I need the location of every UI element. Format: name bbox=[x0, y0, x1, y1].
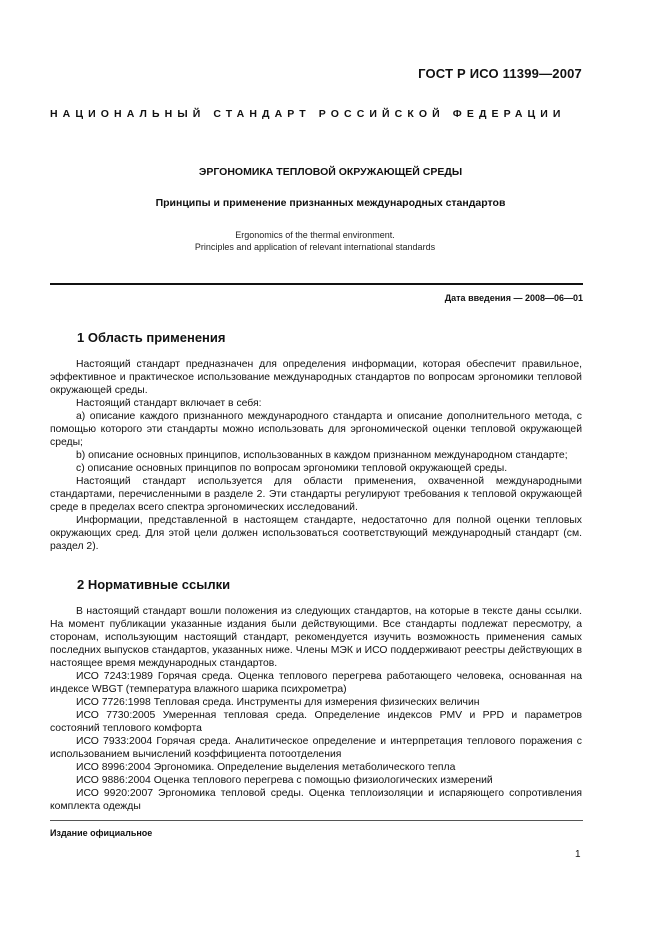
list-item: c) описание основных принципов по вопросам эргономики тепловой окружающей среды. bbox=[76, 463, 508, 474]
section-2-heading: 2 Нормативные ссылки bbox=[77, 577, 231, 592]
reference-item: ИСО 9886:2004 Оценка теплового перегрева с помощью физиологических измерений bbox=[76, 775, 493, 786]
national-standard-banner: НАЦИОНАЛЬНЫЙ СТАНДАРТ РОССИЙСКОЙ ФЕДЕРАЦИИ bbox=[50, 108, 566, 120]
reference-item: ИСО 8996:2004 Эргономика. Определение выделения метаболического тепла bbox=[76, 762, 456, 773]
reference-item: ИСО 9920:2007 Эргономика тепловой среды. Оценка теплоизоляции и испаряющего сопротивления комплекта одежды bbox=[50, 788, 582, 812]
paragraph: Настоящий стандарт используется для области применения, охваченной международными стандартами, перечисленными в разделе 2. Эти стандарты регулируют требования к тепловой окружающей среде в пределах всего спектра эргономических исследований. bbox=[50, 476, 582, 513]
english-title bbox=[0, 229, 630, 253]
english-title-line-1: Ergonomics of the thermal environment. bbox=[235, 230, 395, 240]
section-1-body bbox=[50, 358, 582, 553]
list-item: b) описание основных принципов, использованных в каждом признанном международном стандарте; bbox=[76, 450, 568, 461]
document-subtitle: Принципы и применение признанных международных стандартов bbox=[155, 197, 506, 209]
section-2-body bbox=[50, 605, 582, 813]
reference-item: ИСО 7730:2005 Умеренная тепловая среда. Определение индексов PMV и PPD и параметров состояний теплового комфорта bbox=[50, 710, 582, 734]
paragraph: В настоящий стандарт вошли положения из следующих стандартов, на которые в тексте даны ссылки. На момент публикации указанные издания были действующими. Все стандарты подлежат пересмотру, а сторонам, использующим настоящий стандарт, рекомендуется изучить возможность применения самых последних выпусков стандартов, указанных ниже. Члены МЭК и ИСО поддерживают реестры действующих в настоящее время международных стандартов. bbox=[50, 606, 582, 669]
section-1-heading: 1 Область применения bbox=[77, 330, 226, 345]
reference-item: ИСО 7243:1989 Горячая среда. Оценка теплового перегрева работающего человека, основанная на индексе WBGT (температура влажного шарика психрометра) bbox=[50, 671, 582, 695]
page-number: 1 bbox=[575, 849, 581, 860]
paragraph: Настоящий стандарт включает в себя: bbox=[76, 398, 262, 409]
reference-item: ИСО 7933:2004 Горячая среда. Аналитическое определение и интерпретация теплового поражения с использованием вычислений коэффициента потоотделения bbox=[50, 736, 582, 760]
list-item: a) описание каждого признанного международного стандарта и описание дополнительного метода, с помощью которого эти стандарты можно использовать для эргономической оценки тепловой окружающей среды; bbox=[50, 411, 582, 448]
edition-note: Издание официальное bbox=[50, 828, 153, 838]
document-title: ЭРГОНОМИКА ТЕПЛОВОЙ ОКРУЖАЮЩЕЙ СРЕДЫ bbox=[198, 166, 463, 178]
paragraph: Информации, представленной в настоящем стандарте, недостаточно для полной оценки тепловых окружающих сред. Для этой цели должен использоваться соответствующий международный стандарт (см. раздел 2). bbox=[50, 515, 582, 552]
footer-divider bbox=[50, 820, 583, 821]
reference-item: ИСО 7726:1998 Тепловая среда. Инструменты для измерения физических величин bbox=[76, 697, 480, 708]
introduction-date: Дата введения — 2008—06—01 bbox=[444, 293, 583, 303]
document-code: ГОСТ Р ИСО 11399—2007 bbox=[418, 66, 582, 81]
paragraph: Настоящий стандарт предназначен для определения информации, которая обеспечит правильное, эффективное и практическое использование международных стандартов по вопросам эргономики тепловой окружающей среды. bbox=[50, 359, 582, 396]
header-divider bbox=[50, 283, 583, 285]
english-title-line-2: Principles and application of relevant international standards bbox=[194, 242, 436, 252]
